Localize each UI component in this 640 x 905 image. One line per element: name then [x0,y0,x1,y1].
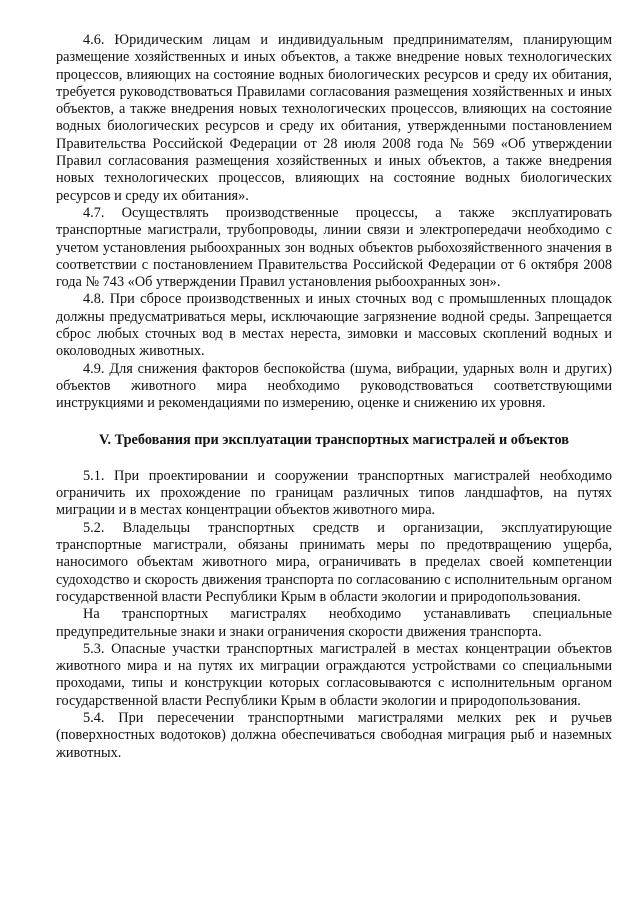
paragraph-5-4: 5.4. При пересечении транспортными магистралями мелких рек и ручьев (поверхностных водотоков) должна обеспечиваться свободная миграция рыб и наземных животных. [56,709,612,761]
paragraph-5-3: 5.3. Опасные участки транспортных магистралей в местах концентрации объектов животного мира и на путях их миграции ограждаются устройствами со специальными проходами, типы и конструкции которых согласовываются с исполнительным органом государственной власти Республики Крым в области экологии и природопользования. [56,640,612,709]
paragraph-5-2-signs: На транспортных магистралях необходимо устанавливать специальные предупредительные знаки и знаки ограничения скорости движения транспорта. [56,606,612,640]
section-4-body [56,32,612,413]
document-page [56,32,612,762]
paragraph-4-8: 4.8. При сбросе производственных и иных сточных вод с промышленных площадок должны предусматриваться меры, исключающие загрязнение водной среды. Запрещается сброс любых сточных вод в местах нереста, зимовки и массовых скоплений водных и околоводных животных. [56,291,612,360]
paragraph-5-1: 5.1. При проектировании и сооружении транспортных магистралей необходимо ограничить их прохождение по границам различных типов ландшафтов, на путях миграции и в местах концентрации объектов животного мира. [56,467,612,519]
section-5-heading: V. Требования при эксплуатации транспортных магистралей и объектов [98,431,570,448]
paragraph-4-6: 4.6. Юридическим лицам и индивидуальным предпринимателям, планирующим размещение хозяйственных и иных объектов, а также внедрение новых технологических процессов, влияющих на состояние водных биологических ресурсов и среду их обитания, требуется руководствоваться Правилами согласования размещения хозяйственных и иных объектов, а также внедрения новых технологических процессов, влияющих на состояние водных биологических ресурсов и среду их обитания, утвержденными постановлением Правительства Российской Федерации от 28 июля 2008 года № 569 «Об утверждении Правил согласования размещения хозяйственных и иных объектов, а также внедрения новых технологических процессов, влияющих на состояние водных биологических ресурсов и среду их обитания». [56,32,612,204]
paragraph-5-2: 5.2. Владельцы транспортных средств и организации, эксплуатирующие транспортные магистрали, обязаны принимать меры по предотвращению ущерба, наносимого объектам животного мира, ограничивать в пределах своей компетенции судоходство и скорость движения транспорта по согласованию с исполнительным органом государственной власти Республики Крым в области экологии и природопользования. [56,519,612,605]
paragraph-4-9: 4.9. Для снижения факторов беспокойства (шума, вибрации, ударных волн и других) объектов животного мира необходимо руководствоваться соответствующими инструкциями и рекомендациями по измерению, оценке и снижению их уровня. [56,360,612,412]
paragraph-4-7: 4.7. Осуществлять производственные процессы, а также эксплуатировать транспортные магистрали, трубопроводы, линии связи и электропередачи необходимо с учетом установления рыбоохранных зон водных объектов рыбохозяйственного значения в соответствии с постановлением Правительства Российской Федерации от 6 октября 2008 года № 743 «Об утверждении Правил установления рыбоохранных зон». [56,204,612,291]
section-5-body [56,468,612,762]
